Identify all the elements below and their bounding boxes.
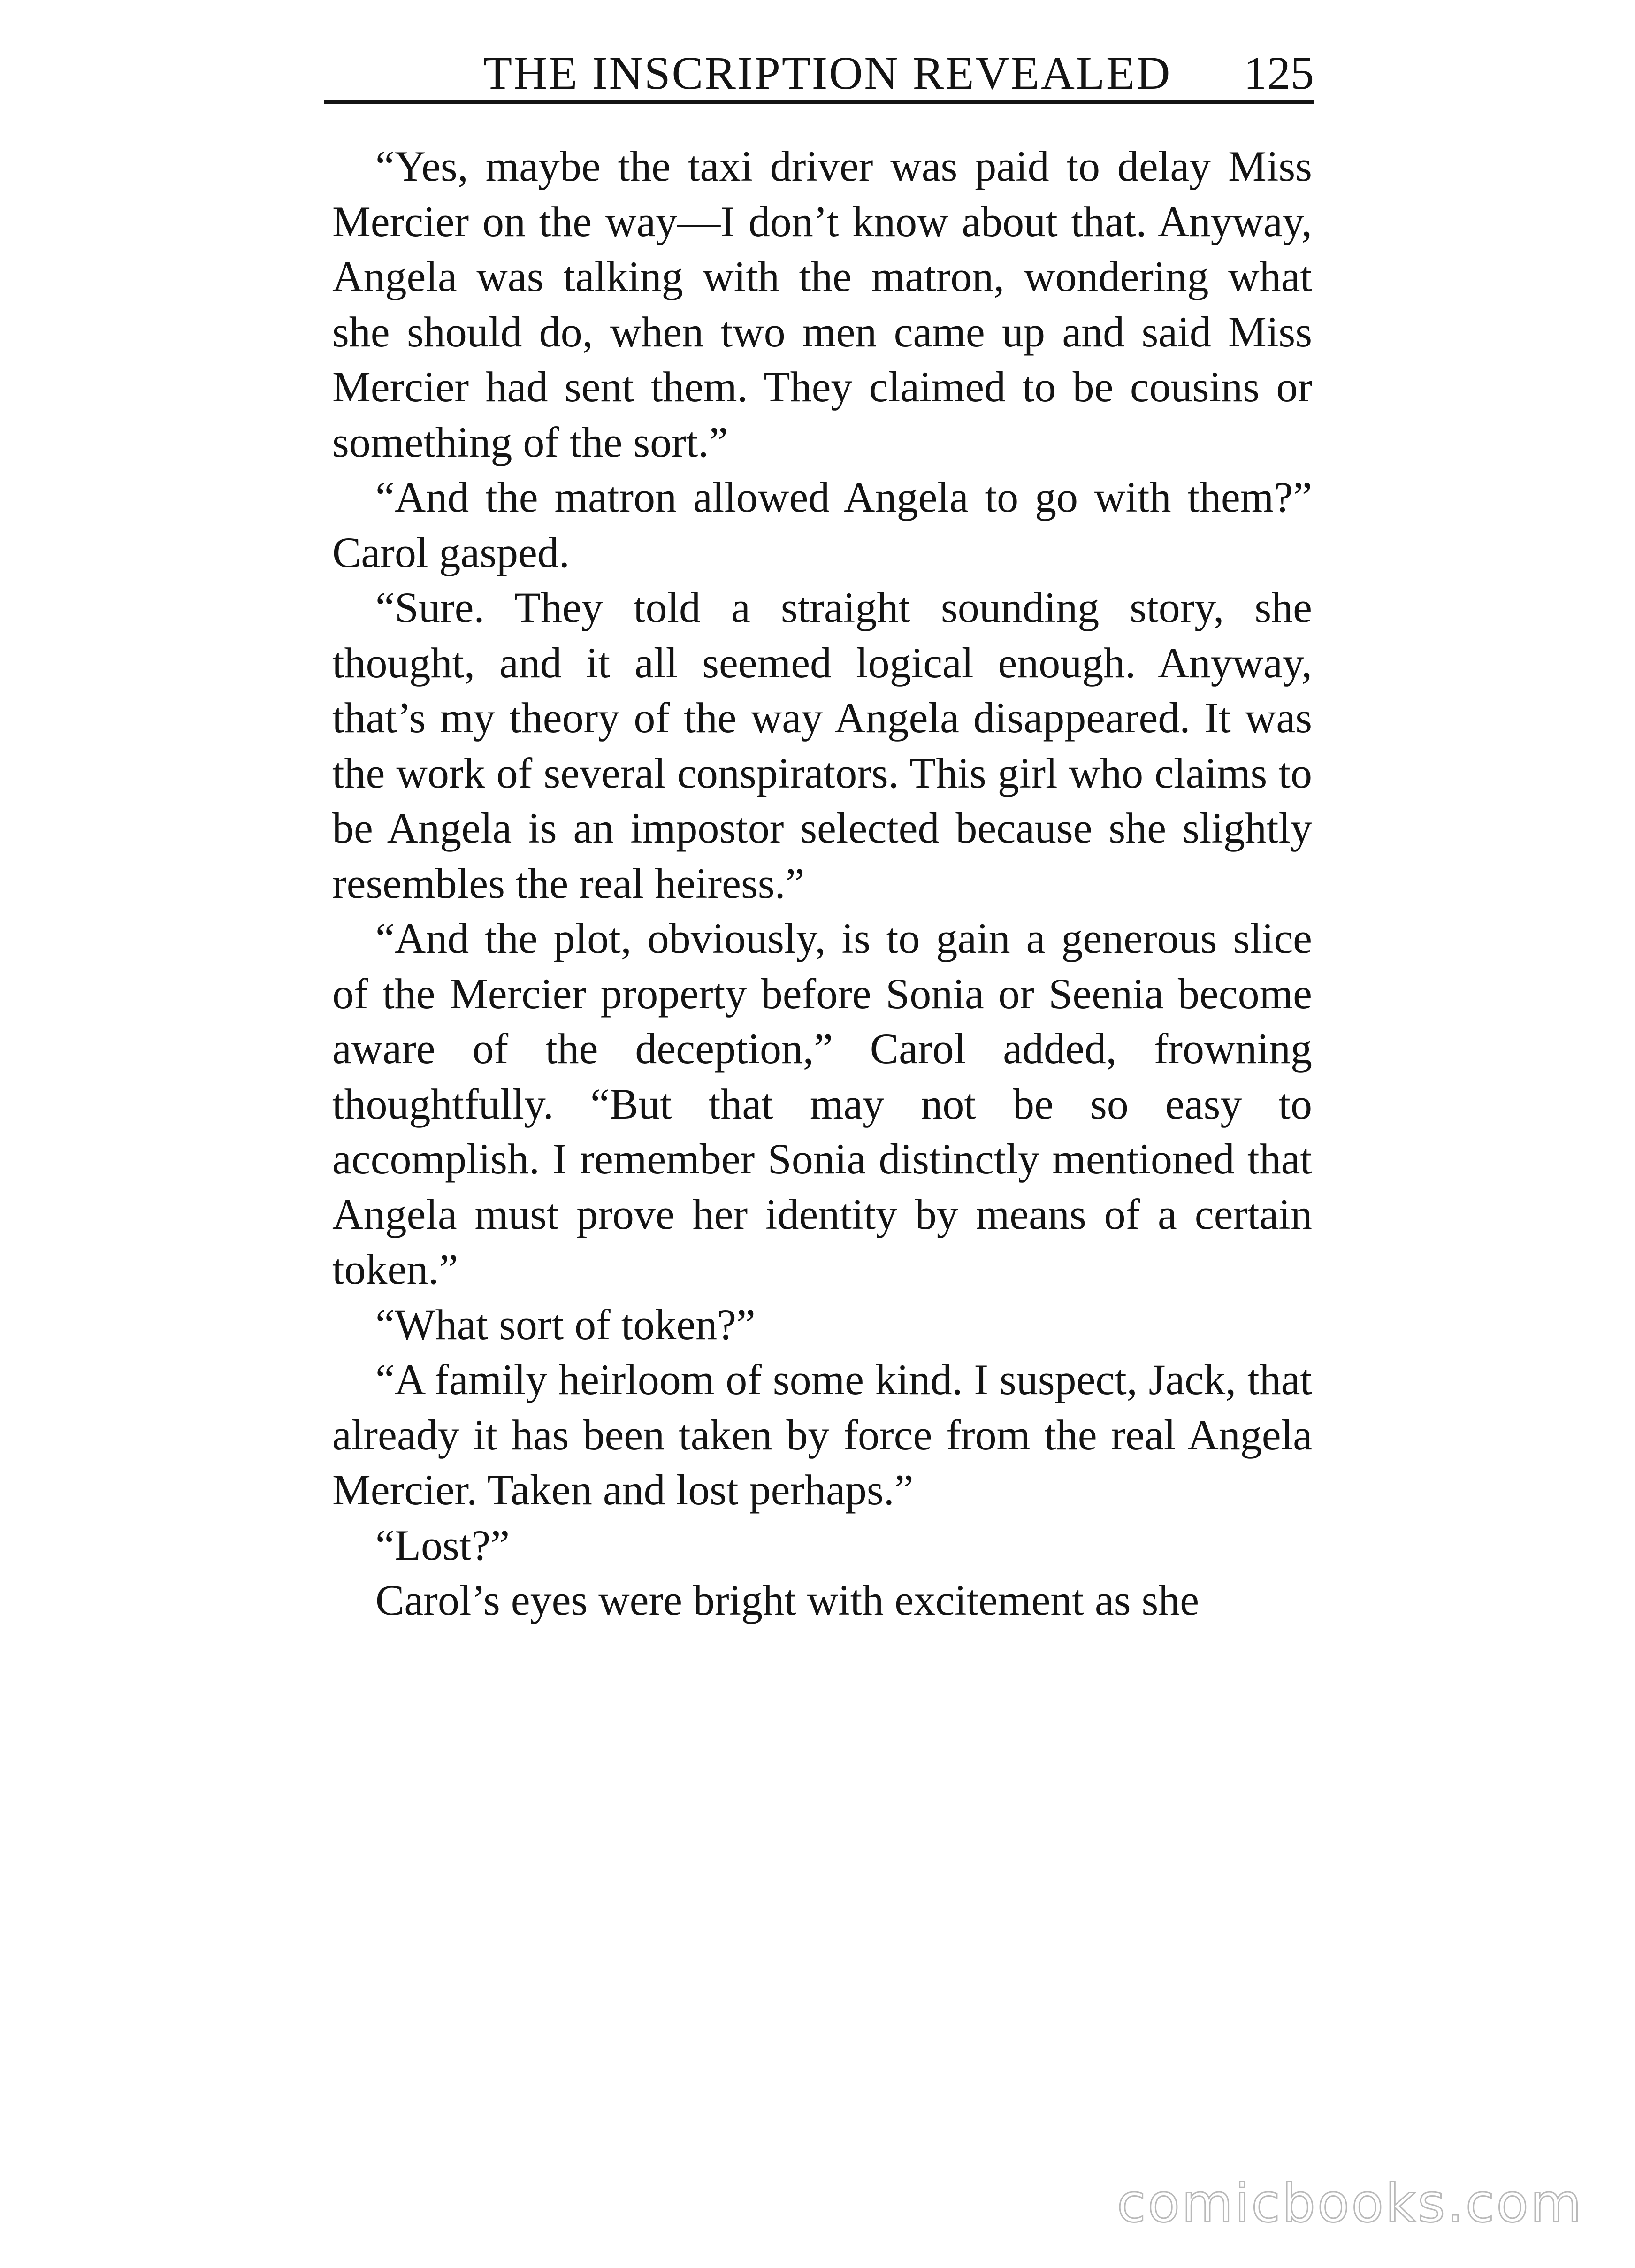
header-rule [324, 100, 1314, 104]
paragraph: Carol’s eyes were bright with excitement as she [375, 1576, 1200, 1624]
watermark: comicbooks.com [1116, 2173, 1583, 2234]
paragraph: “What sort of token?” [375, 1300, 756, 1349]
paragraph: “Yes, maybe the taxi driver was paid to delay Miss Mercier on the way—I don’t know about that. Anyway, Angela was talking with the matron, wondering what she should do, when two men came up and said Miss Mercier had sent them. They claimed to be cousins or something of the sort.” [332, 142, 1312, 466]
running-title: THE INSCRIPTION REVEALED [483, 47, 1172, 99]
paragraph: “Lost?” [375, 1521, 510, 1569]
body-text [332, 139, 1312, 1628]
paragraph: “And the matron allowed Angela to go with them?” Carol gasped. [332, 473, 1312, 576]
paragraph: “A family heirloom of some kind. I suspect, Jack, that already it has been taken by force from the real Angela Mercier. Taken and lost perhaps.” [332, 1356, 1312, 1514]
paragraph: “And the plot, obviously, is to gain a generous slice of the Mercier property before Sonia or Seenia become aware of the deception,” Carol added, frowning thoughtfully. “But that may not be so easy to accomplish. I remember Sonia distinctly mentioned that Angela must prove her identity by means of a certain token.” [332, 914, 1312, 1293]
page-number: 125 [1244, 47, 1314, 99]
running-head [324, 45, 1314, 106]
paragraph: “Sure. They told a straight sounding story, she thought, and it all seemed logical enough. Anyway, that’s my theory of the way Angela disappeared. It was the work of several conspirators. This girl who claims to be Angela is an impostor selected because she slightly resembles the real heiress.” [332, 583, 1312, 907]
